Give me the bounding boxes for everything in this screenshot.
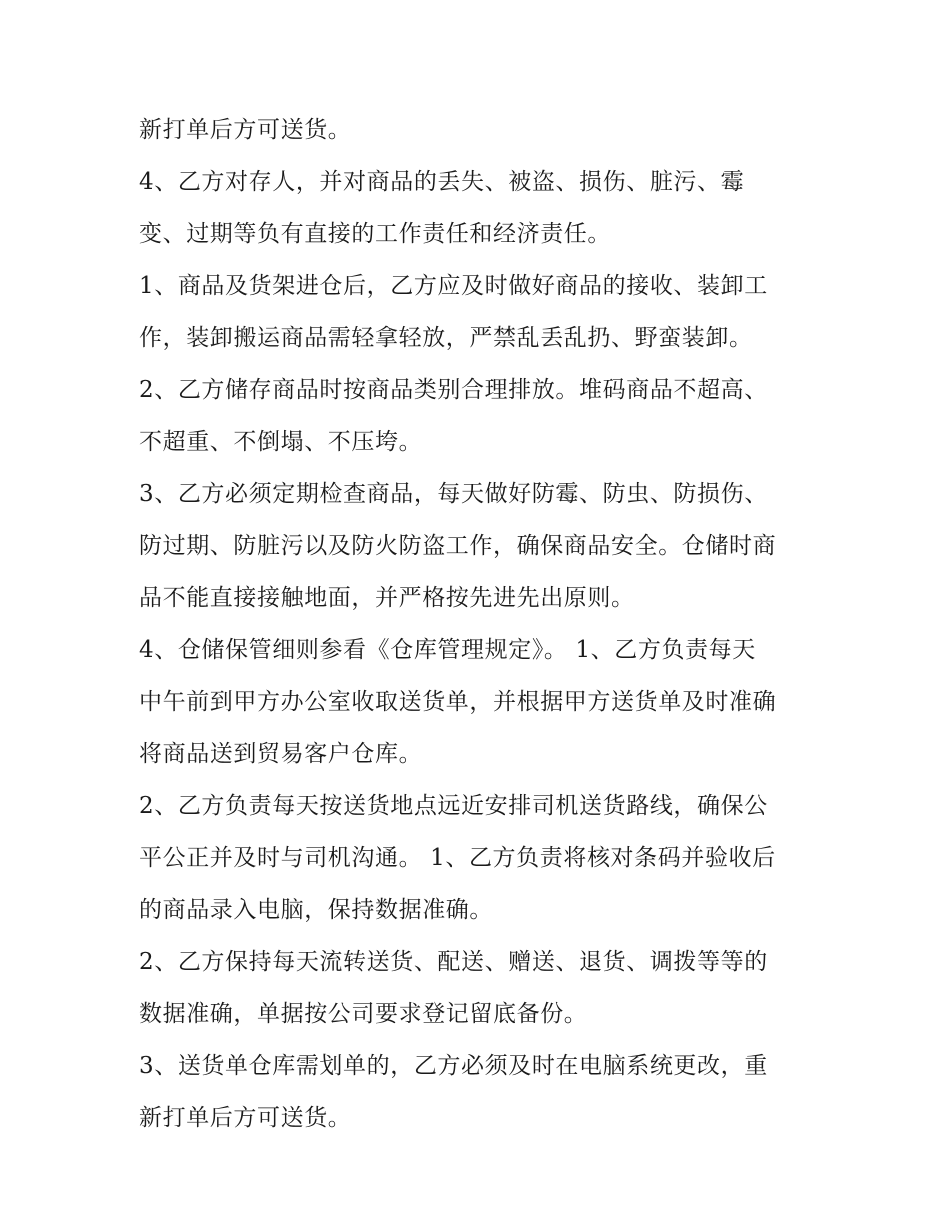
text-line: 数据准确，单据按公司要求登记留底备份。 — [139, 1001, 588, 1027]
text-line: 将商品送到贸易客户仓库。 — [139, 741, 423, 767]
text-line: 2、乙方负责每天按送货地点远近安排司机送货路线，确保公 — [139, 793, 768, 819]
text-line: 变、过期等负有直接的工作责任和经济责任。 — [139, 221, 611, 247]
text-line: 的商品录入电脑，保持数据准确。 — [139, 897, 493, 923]
text-line: 中午前到甲方办公室收取送货单，并根据甲方送货单及时准确 — [139, 689, 777, 715]
text-line: 新打单后方可送货。 — [139, 117, 352, 143]
text-line: 平公正并及时与司机沟通。 1、乙方负责将核对条码并验收后 — [139, 845, 776, 871]
text-line: 2、乙方储存商品时按商品类别合理排放。堆码商品不超高、 — [139, 377, 768, 403]
text-line: 不超重、不倒塌、不压垮。 — [139, 429, 423, 455]
text-line: 品不能直接接触地面，并严格按先进先出原则。 — [139, 585, 635, 611]
text-line: 1、商品及货架进仓后，乙方应及时做好商品的接收、装卸工 — [139, 273, 768, 299]
text-line: 4、乙方对存人，并对商品的丢失、被盗、损伤、脏污、霉 — [139, 169, 745, 195]
text-line: 新打单后方可送货。 — [139, 1105, 352, 1131]
text-line: 2、乙方保持每天流转送货、配送、赠送、退货、调拨等等的 — [139, 949, 768, 975]
text-line: 4、仓储保管细则参看《仓库管理规定》。 1、乙方负责每天 — [139, 637, 756, 663]
text-line: 3、乙方必须定期检查商品，每天做好防霉、防虫、防损伤、 — [139, 481, 768, 507]
text-line: 防过期、防脏污以及防火防盗工作，确保商品安全。仓储时商 — [139, 533, 777, 559]
text-line: 3、送货单仓库需划单的，乙方必须及时在电脑系统更改，重 — [139, 1053, 768, 1079]
document-body — [139, 104, 819, 1144]
text-line: 作，装卸搬运商品需轻拿轻放，严禁乱丢乱扔、野蛮装卸。 — [139, 325, 753, 351]
